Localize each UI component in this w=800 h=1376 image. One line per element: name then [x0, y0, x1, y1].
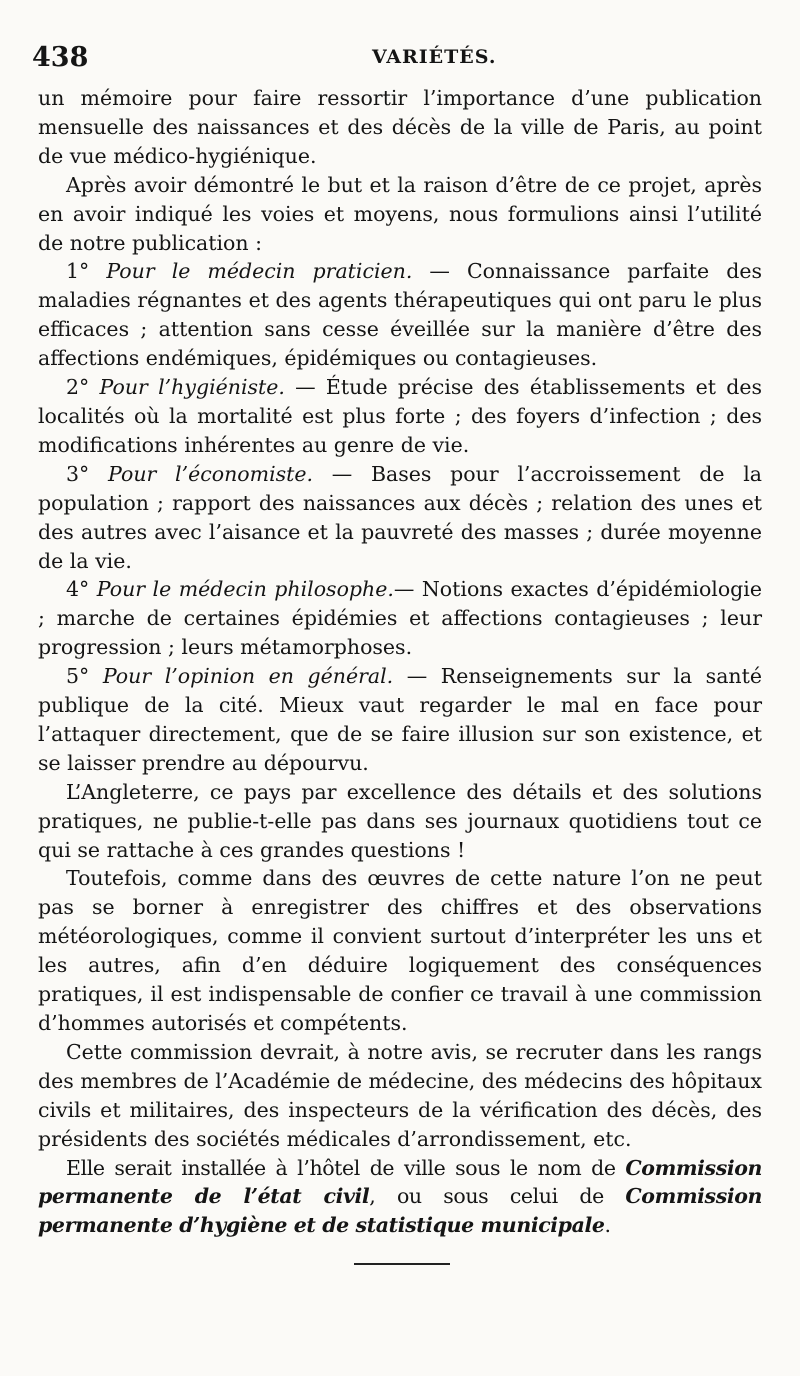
page-header [32, 42, 752, 76]
paragraph-commission: Cette commission devrait, à notre avis, se recruter dans les rangs des membres de l’Académie de médecine, des médecins des hôpitaux civils et militaires, des inspecteurs de la vérification des décès, des présidents des sociétés médicales d’arrondissement, etc. [38, 1039, 762, 1151]
paragraph-angleterre: L’Angleterre, ce pays par excellence des détails et des solutions pratiques, ne publie-t-elle pas dans ses journaux quotidiens tout ce qui se rattache à ces grandes questions ! [38, 779, 762, 862]
list-item-opinion [38, 662, 762, 778]
list-item-economiste [38, 460, 762, 576]
page-number: 438 [32, 42, 89, 73]
item-number: 4° [66, 577, 90, 602]
text-segment: , ou sous celui de [369, 1184, 626, 1209]
commission-name-1: Commission permanente de l’état civil [38, 1155, 762, 1209]
running-title: VARIÉTÉS. [372, 46, 497, 68]
item-text: — Étude précise des établissements et des localités où la mortalité est plus forte ; des foyers d’infection ; des modifications inhérentes au genre de vie. [38, 375, 762, 457]
body-text [38, 84, 762, 1240]
item-label: Pour l’opinion en général. [102, 664, 394, 689]
item-number: 1° [66, 259, 90, 284]
item-text: — Connaissance parfaite des maladies régnantes et des agents thérapeutiques qui ont paru le plus efficaces ; attention sans cesse éveillée sur la manière d’être des affections endémiques, épidémiques ou contagieuses. [38, 259, 762, 371]
item-text: — Notions exactes d’épidémiologie ; marche de certaines épidémies et affections contagieuses ; leur progression ; leurs métamorphoses. [38, 577, 762, 660]
list-item-praticien [38, 257, 762, 373]
item-number: 2° [66, 375, 90, 400]
item-label: Pour l’économiste. [108, 461, 314, 486]
paragraph-installation [38, 1154, 762, 1241]
item-label: Pour l’hygiéniste. [99, 375, 285, 400]
item-label: Pour le médecin philosophe. [96, 577, 394, 602]
footnote-divider [354, 1263, 450, 1265]
text-segment: . [604, 1213, 611, 1238]
paragraph-1: un mémoire pour faire ressortir l’importance d’une publication mensuelle des naissances et des décès de la ville de Paris, au point de vue médico-hygiénique. [38, 86, 762, 168]
item-number: 5° [66, 664, 90, 689]
item-label: Pour le médecin praticien. [106, 259, 413, 284]
text-segment: Elle serait installée à l’hôtel de ville sous le nom de [66, 1155, 626, 1180]
paragraph-2: Après avoir démontré le but et la raison d’être de ce projet, après en avoir indiqué les voies et moyens, nous formulions ainsi l’utilité de notre publication : [38, 172, 762, 255]
list-item-philosophe [38, 575, 762, 662]
item-text: — Renseignements sur la santé publique de la cité. Mieux vaut regarder le mal en face pour l’attaquer directement, que de se faire illusion sur son existence, et se laisser prendre au dépourvu. [38, 664, 762, 775]
item-text: — Bases pour l’accroissement de la population ; rapport des naissances aux décès ; relation des unes et des autres avec l’aisance et la pauvreté des masses ; durée moyenne de la vie. [38, 461, 762, 573]
list-item-hygieniste [38, 373, 762, 460]
item-number: 3° [66, 461, 90, 486]
paragraph-toutefois: Toutefois, comme dans des œuvres de cette nature l’on ne peut pas se borner à enregistrer des chiffres et des observations météorologiques, comme il convient surtout d’interpréter les uns et les autres, afin d’en déduire logiquement des conséquences pratiques, il est indispensable de confier ce travail à une commission d’hommes autorisés et compétents. [38, 866, 762, 1035]
commission-name-2: Commission permanente d’hygiène et de statistique municipale [38, 1184, 762, 1238]
